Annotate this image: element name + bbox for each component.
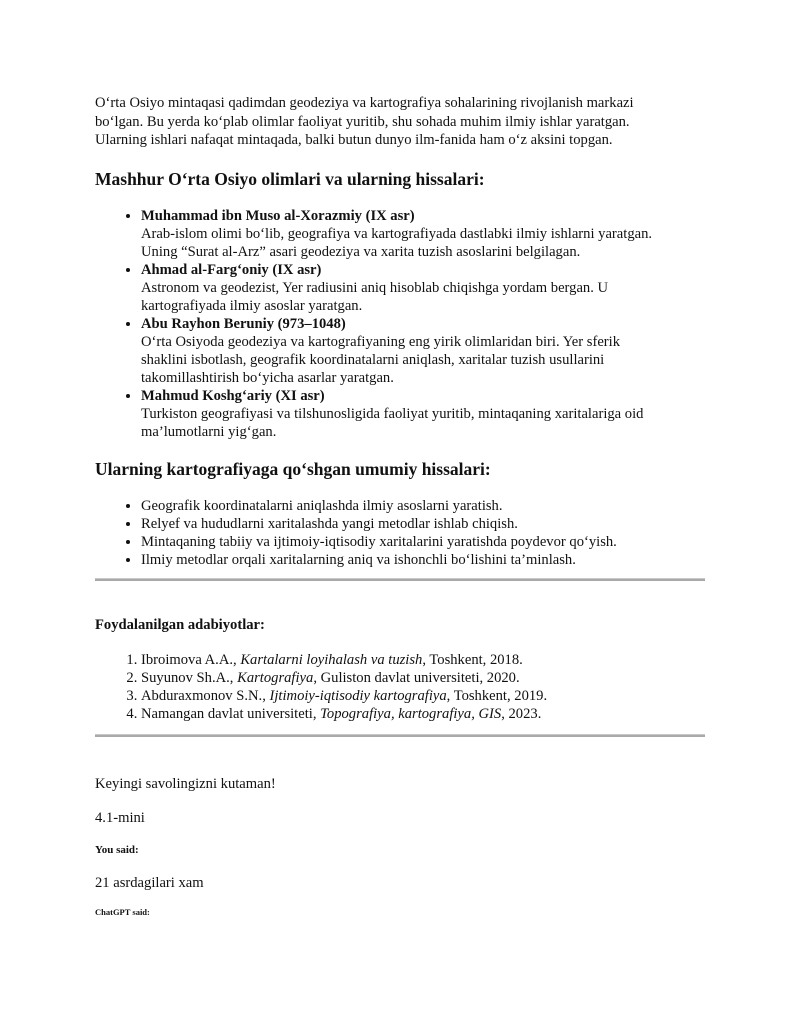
reference-details: , Toshkent, 2018. xyxy=(422,651,523,668)
contribution-item: • Ilmiy metodlar orqali xaritalarning aniq va ishonchli bo‘lishini ta’minlash. xyxy=(141,551,705,569)
reference-title: Kartografiya xyxy=(237,669,314,686)
scholar-desc-line: takomillashtirish bo‘yicha asarlar yaratgan. xyxy=(141,369,394,386)
reference-author: Ibroimova A.A., xyxy=(141,651,241,668)
reference-details: , Toshkent, 2019. xyxy=(446,687,548,704)
scholar-desc-line: shaklini isbotlash, geografik koordinatalarni aniqlash, xaritalar tuzish usullarini xyxy=(141,351,605,368)
scholar-item xyxy=(141,207,705,261)
reference-author: Suyunov Sh.A., xyxy=(141,669,238,686)
scholar-name: • Abu Rayhon Beruniy (973–1048) xyxy=(141,315,346,332)
scholar-name: • Muhammad ibn Muso al-Xorazmiy (IX asr) xyxy=(141,207,415,224)
scholar-desc-line: O‘rta Osiyoda geodeziya va kartografiyaning eng yirik olimlaridan biri. Yer sferik xyxy=(141,333,621,350)
reference-author: Abduraxmonov S.N., xyxy=(141,687,270,704)
reference-item xyxy=(141,669,705,687)
contributions-heading: Ularning kartografiyaga qo‘shgan umumiy hissalari: xyxy=(95,458,491,479)
reference-title: Topografiya, kartografiya, GIS xyxy=(320,705,502,722)
you-said-label: You said: xyxy=(95,843,139,856)
contributions-list xyxy=(95,497,705,569)
scholar-item xyxy=(141,261,705,315)
contribution-item: • Geografik koordinatalarni aniqlashda ilmiy asoslarni yaratish. xyxy=(141,497,705,515)
scholar-desc-line: Uning “Surat al-Arz” asari geodeziya va xarita tuzish asoslarini belgilagan. xyxy=(141,243,581,260)
scholar-desc-line: kartografiyada ilmiy asoslar yaratgan. xyxy=(141,297,363,314)
section-divider xyxy=(95,734,705,737)
intro-paragraph xyxy=(95,94,705,150)
reference-title: Ijtimoiy-iqtisodiy kartografiya xyxy=(269,687,447,704)
contribution-item: • Mintaqaning tabiiy va ijtimoiy-iqtisodiy xaritalarini yaratishda poydevor qo‘yish. xyxy=(141,533,705,551)
scholars-list xyxy=(95,207,705,441)
followup-text: Keyingi savolingizni kutaman! xyxy=(95,775,276,792)
scholar-name: • Mahmud Koshg‘ariy (XI asr) xyxy=(141,387,325,404)
model-label: 4.1-mini xyxy=(95,809,145,826)
scholar-desc-line: ma’lumotlarni yig‘gan. xyxy=(141,423,277,440)
scholars-heading: Mashhur O‘rta Osiyo olimlari va ularning hissalari: xyxy=(95,168,485,189)
reference-details: , Guliston davlat universiteti, 2020. xyxy=(313,669,520,686)
reference-item xyxy=(141,687,705,705)
user-message: 21 asrdagilari xam xyxy=(95,874,204,891)
reference-title: Kartalarni loyihalash va tuzish xyxy=(240,651,423,668)
scholar-desc-line: Arab-islom olimi bo‘lib, geografiya va kartografiyada dastlabki ilmiy ishlarni yaratgan. xyxy=(141,225,653,242)
scholar-item xyxy=(141,315,705,387)
chatgpt-said-label: ChatGPT said: xyxy=(95,906,150,917)
scholar-name: • Ahmad al-Farg‘oniy (IX asr) xyxy=(141,261,322,278)
intro-line: Ularning ishlari nafaqat mintaqada, balki butun dunyo ilm-fanida ham o‘z aksini topgan. xyxy=(95,132,613,148)
reference-author: Namangan davlat universiteti, xyxy=(141,705,321,722)
contribution-item: • Relyef va hududlarni xaritalashda yangi metodlar ishlab chiqish. xyxy=(141,515,705,533)
intro-line: O‘rta Osiyo mintaqasi qadimdan geodeziya va kartografiya sohalarining rivojlanish markazi xyxy=(95,95,634,111)
reference-item xyxy=(141,705,705,723)
scholar-desc-line: Turkiston geografiyasi va tilshunosligida faoliyat yuritib, mintaqaning xaritalariga oid xyxy=(141,405,644,422)
reference-details: , 2023. xyxy=(501,705,542,722)
references-list xyxy=(95,651,705,723)
references-title: Foydalanilgan adabiyotlar: xyxy=(95,616,265,633)
reference-item xyxy=(141,651,705,669)
scholar-desc-line: Astronom va geodezist, Yer radiusini aniq hisoblab chiqishga yordam bergan. U xyxy=(141,279,609,296)
intro-line: bo‘lgan. Bu yerda ko‘plab olimlar faoliyat yuritib, shu sohada muhim ilmiy ishlar yaratgan. xyxy=(95,113,630,130)
scholar-item xyxy=(141,387,705,441)
section-divider xyxy=(95,578,705,581)
